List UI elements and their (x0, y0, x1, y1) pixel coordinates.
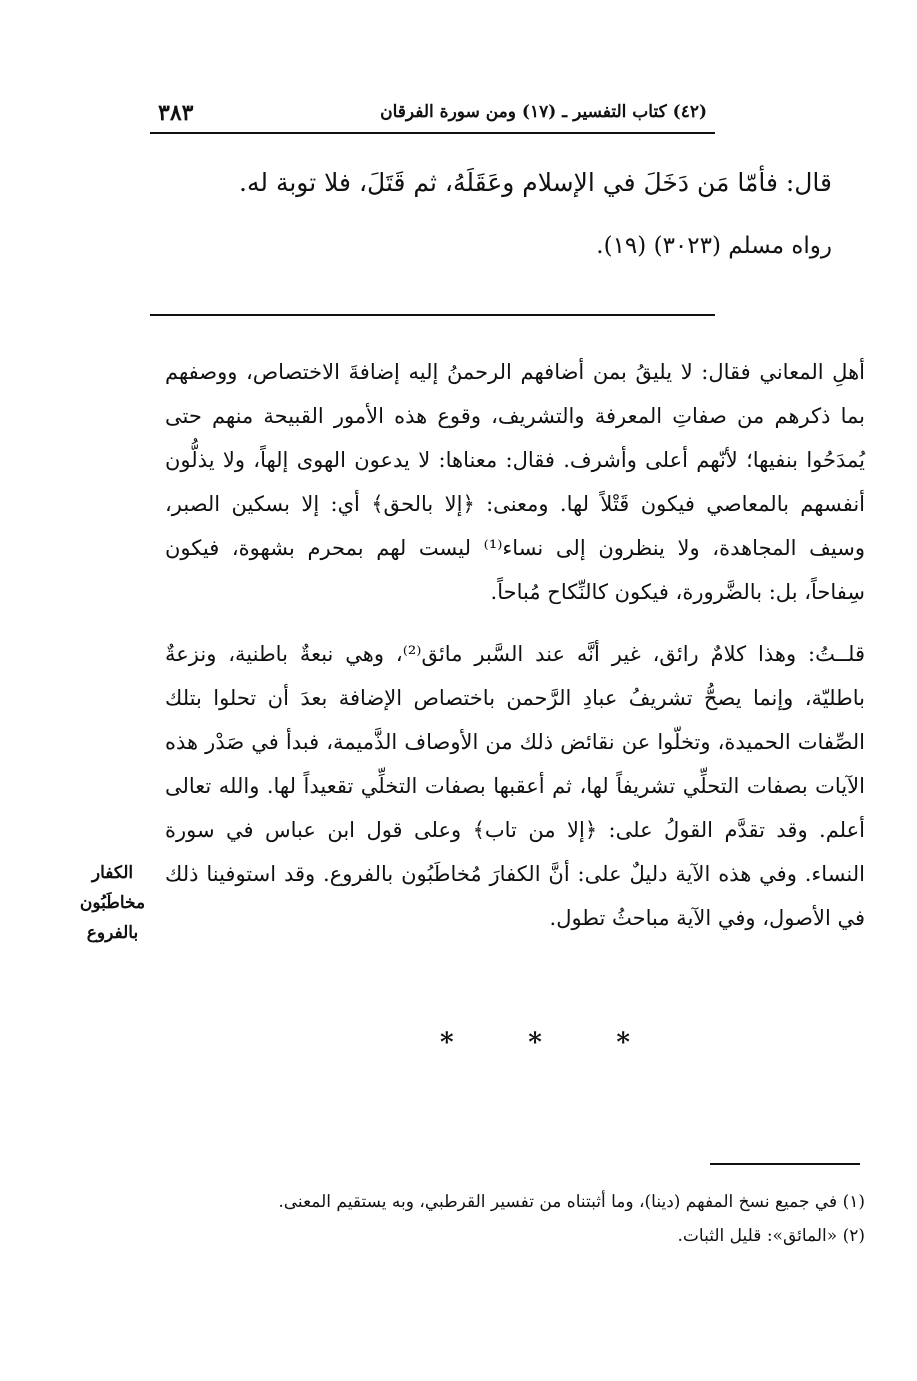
footnote-rule (710, 1163, 860, 1165)
page-header (150, 92, 715, 134)
section-separator (440, 1028, 630, 1058)
footnote-2: (٢) «المائق»: قليل الثبات. (677, 1226, 865, 1246)
commentary-paragraph-1: أهلِ المعاني فقال: لا يليقُ بمن أضافهم الرحمنُ إليه إضافةَ الاختصاص، ووصفهم بما ذكرهم من صفاتِ المعرفة والتشريف، وقوع هذه الأمور القبيحة منهم حتى يُمدَحُوا بنفيها؛ لأنّهم أعلى وأشرف. فقال: معناها: لا يدعون الهوى إلهاً، ولا يذلُّون أنفسهم بالمعاصي فيكون قَتْلاً لها. ومعنى: ﴿إلا بالحق﴾ أي: إلا بسكين الصبر، وسيف المجاهدة، ولا ينظرون إلى نساء⁽¹⁾ ليست لهم بمحرم بشهوة، فيكون سِفاحاً، بل: بالضَّرورة، فيكون كالنِّكاح مُباحاً. (165, 360, 865, 604)
page-number: ٣٨٣ (158, 100, 194, 126)
hadith-reference: رواه مسلم (٣٠٢٣) (١٩). (596, 233, 832, 259)
commentary-paragraph-2: قلــتُ: وهذا كلامٌ رائق، غير أنَّه عند السَّبر مائق⁽²⁾، وهي نبعةٌ باطنية، ونزعةٌ باطليّة، وإنما يصحُّ تشريفُ عبادِ الرَّحمن باختصاص الإضافة بعدَ أن تحلوا بتلك الصِّفات الحميدة، وتخلّوا عن نقائض ذلك من الأوصاف الذَّميمة، فبدأ في صَدْر هذه الآيات بصفات التحلِّي تشريفاً لها، ثم أعقبها بصفات التخلِّي تقعيداً لها. والله تعالى أعلم. وقد تقدَّم القولُ على: ﴿إلا من تاب﴾ وعلى قول ابن عباس في سورة النساء. وفي هذه الآية دليلٌ على: أنَّ الكفارَ مُخاطَبُون بالفروع. وقد استوفينا ذلك في الأصول، وفي الآية مباحثُ تطول. (165, 642, 865, 930)
margin-note (70, 858, 155, 948)
margin-note-line-2: مخاطَبُون (79, 893, 146, 913)
hadith-text: قال: فأمّا مَن دَخَلَ في الإسلام وعَقَلَهُ، ثم قَتَلَ، فلا توبة له. (239, 168, 832, 197)
running-title: (٤٢) كتاب التفسير ـ (١٧) ومن سورة الفرقان (380, 102, 707, 122)
footnote-1: (١) في جميع نسخ المفهم (دينا)، وما أثبتناه من تفسير القرطبي، وبه يستقيم المعنى. (278, 1192, 865, 1212)
section-divider (150, 314, 715, 316)
separator-star: * (616, 1028, 630, 1058)
separator-star: * (528, 1028, 542, 1058)
margin-note-line-3: بالفروع (86, 923, 139, 943)
margin-note-line-1: الكفار (91, 863, 134, 883)
separator-star: * (440, 1028, 454, 1058)
